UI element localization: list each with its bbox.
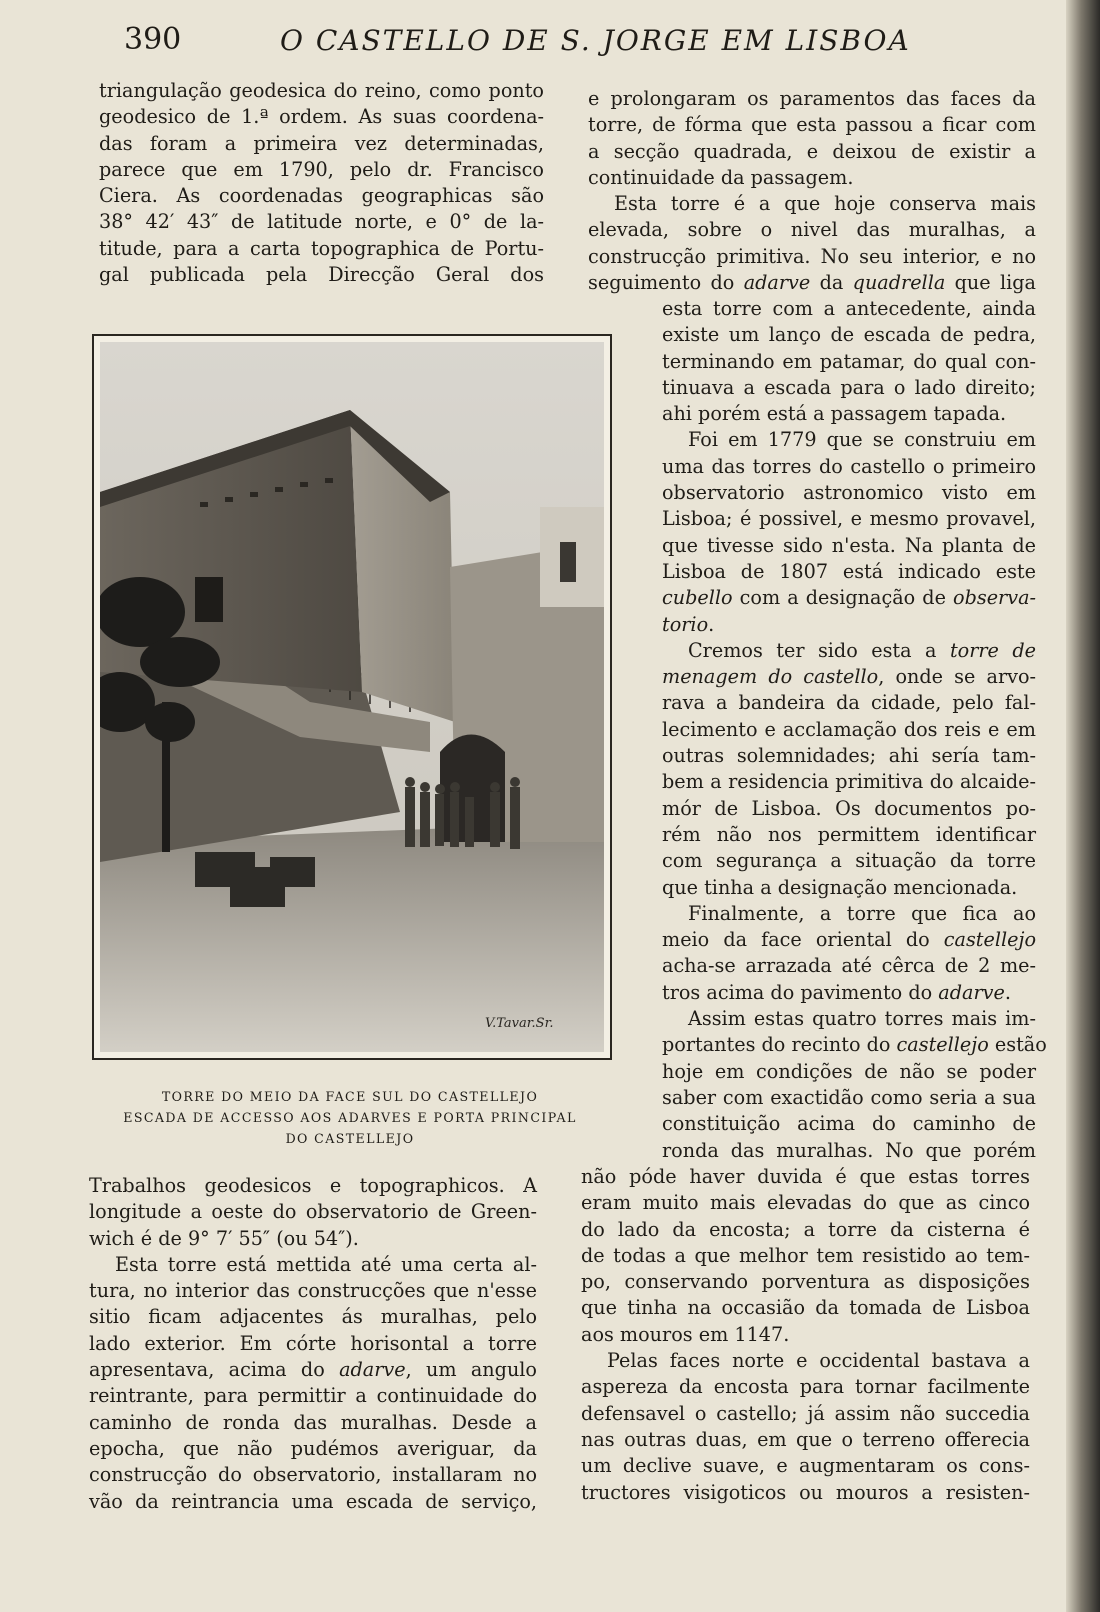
text-line: tinuava a escada para o lado direito;	[662, 375, 1036, 399]
text-line	[662, 638, 1036, 664]
text-line: terminando em patamar, do qual con-	[662, 349, 1036, 373]
right-column-bottom	[581, 1164, 1030, 1506]
text-line	[89, 1357, 537, 1383]
text-line: acha-se arrazada até cêrca de 2 me-	[662, 954, 1036, 978]
text-line: ahi porém está a passagem tapada.	[662, 402, 1007, 426]
text-line: Lisboa; é possivel, e mesmo provavel,	[662, 507, 1036, 531]
text-line	[588, 270, 1036, 296]
running-title: O CASTELLO DE S. JORGE EM LISBOA	[280, 24, 911, 57]
text-fragment: portantes do recinto do	[662, 1033, 897, 1057]
text-line: Lisboa de 1807 está indicado este	[662, 559, 1036, 583]
italic-term: cubello	[662, 586, 733, 610]
figure-caption	[96, 1086, 604, 1149]
italic-term: castellejo	[896, 1033, 989, 1057]
text-line: Ciera. As coordenadas geographicas são	[99, 184, 544, 208]
italic-term: adarve	[938, 980, 1005, 1004]
right-column-narrow	[662, 296, 1047, 1164]
italic-term: adarve	[339, 1358, 406, 1382]
italic-term: quadrella	[852, 271, 946, 295]
text-line	[662, 585, 1036, 611]
text-line	[662, 664, 1036, 690]
text-line: geodesico de 1.ª ordem. As suas coordena-	[99, 105, 544, 129]
text-line: defensavel o castello; já assim não succedia	[581, 1401, 1030, 1425]
text-line: Assim estas quatro torres mais im-	[688, 1007, 1036, 1031]
text-line: torre, de fórma que esta passou a ficar com	[588, 113, 1036, 137]
text-line: aos mouros em 1147.	[581, 1322, 790, 1346]
text-line: nas outras duas, em que o terreno offerecia	[581, 1427, 1030, 1451]
italic-term: torre de	[949, 638, 1036, 662]
italic-term: observa-	[953, 586, 1036, 610]
text-line	[662, 927, 1036, 953]
text-line: titude, para a carta topographica de Portu-	[99, 236, 544, 260]
text-line: Trabalhos geodesicos e topographicos. A	[89, 1174, 537, 1197]
text-line: de todas a que melhor tem resistido ao tem-	[581, 1243, 1030, 1267]
text-line	[662, 1032, 1047, 1058]
italic-term: torio	[662, 612, 709, 636]
text-fragment: apresentava, acima do	[89, 1358, 340, 1382]
text-fragment: , onde se arvo-	[878, 665, 1036, 689]
text-fragment: da	[810, 271, 853, 295]
text-line: continuidade da passagem.	[588, 165, 854, 189]
text-line: Esta torre é a que hoje conserva mais	[614, 192, 1036, 216]
text-line: longitude a oeste do observatorio de Green-	[89, 1200, 537, 1224]
text-line: gal publicada pela Direcção Geral dos	[99, 263, 544, 287]
text-line: ronda das muralhas. No que porém	[662, 1138, 1036, 1162]
text-line: wich é de 9° 7′ 55″ (ou 54″).	[89, 1226, 359, 1250]
text-line: observatorio astronomico visto em	[662, 481, 1036, 505]
text-line: existe um lanço de escada de pedra,	[662, 323, 1036, 347]
text-line: po, conservando porventura as disposições	[581, 1270, 1030, 1294]
text-fragment: estão	[988, 1033, 1047, 1057]
running-header	[124, 20, 1040, 60]
text-line: do lado da encosta; a torre da cisterna é	[581, 1217, 1030, 1241]
text-line: rém não nos permittem identificar	[662, 822, 1036, 846]
text-line: das foram a primeira vez determinadas,	[99, 131, 544, 155]
text-line: Finalmente, a torre que fica ao	[688, 901, 1036, 925]
text-line: 38° 42′ 43″ de latitude norte, e 0° de la-	[99, 210, 544, 234]
text-fragment: seguimento do	[588, 271, 744, 295]
text-line	[662, 612, 1036, 638]
text-line: que tinha na occasião da tomada de Lisboa	[581, 1296, 1030, 1320]
text-line: tura, no interior das construcções que n'esse	[89, 1279, 537, 1303]
text-line: que tinha a designação mencionada.	[662, 875, 1018, 899]
text-fragment: meio da face oriental do	[662, 928, 944, 952]
text-line: Esta torre está mettida até uma certa al-	[115, 1252, 537, 1276]
text-line: uma das torres do castello o primeiro	[662, 454, 1036, 478]
page-number: 390	[124, 22, 182, 57]
text-line: saber com exactidão como seria a sua	[662, 1085, 1036, 1109]
caption-line: DO CASTELLEJO	[285, 1131, 415, 1146]
text-line: mór de Lisboa. Os documentos po-	[662, 796, 1036, 820]
text-line: reintrante, para permittir a continuidade do	[89, 1384, 537, 1408]
text-line: elevada, sobre o nivel das muralhas, a	[588, 218, 1036, 242]
text-line: parece que em 1790, pelo dr. Francisco	[99, 157, 544, 181]
text-line: vão da reintrancia uma escada de serviço,	[89, 1489, 537, 1513]
left-column-top	[99, 78, 544, 288]
text-line: rava a bandeira da cidade, pelo fal-	[662, 691, 1036, 715]
text-line: hoje em condições de não se poder	[662, 1059, 1036, 1083]
text-line: caminho de ronda das muralhas. Desde a	[89, 1410, 537, 1434]
text-line: com segurança a situação da torre	[662, 849, 1036, 873]
italic-term: adarve	[743, 271, 811, 295]
text-fragment: Cremos ter sido esta a	[688, 638, 950, 662]
text-line: um declive suave, e augmentaram os cons-	[581, 1454, 1030, 1478]
text-line: Foi em 1779 que se construiu em	[688, 428, 1036, 452]
text-fragment: , um angulo	[405, 1358, 537, 1382]
caption-line: ESCADA DE ACCESSO AOS ADARVES E PORTA PRINCIPAL	[123, 1110, 577, 1125]
text-fragment: que liga	[945, 271, 1036, 295]
photo-signature: V.Tavar.Sr.	[485, 1016, 554, 1031]
text-fragment: .	[708, 612, 715, 636]
text-line: construcção do observatorio, installaram no	[89, 1463, 537, 1487]
text-line: Pelas faces norte e occidental bastava a	[607, 1349, 1030, 1373]
text-line: lado exterior. Em córte horisontal a torre	[89, 1331, 537, 1355]
right-column-top	[588, 86, 1036, 296]
text-line: outras solemnidades; ahi sería tam-	[662, 744, 1036, 768]
text-fragment: tros acima do pavimento do	[662, 980, 939, 1004]
left-column-bottom	[89, 1173, 537, 1515]
text-line: aspereza da encosta para tornar facilmente	[581, 1375, 1030, 1399]
text-line: não póde haver duvida é que estas torres	[581, 1165, 1030, 1188]
castle-tower-photo	[100, 342, 604, 1052]
text-line: bem a residencia primitiva do alcaide-	[662, 770, 1036, 794]
text-line: tructores visigoticos ou mouros a resisten-	[581, 1480, 1030, 1504]
photo-figure	[92, 334, 612, 1060]
text-line: eram muito mais elevadas do que as cinco	[581, 1191, 1030, 1215]
text-fragment: com a designação de	[732, 586, 954, 610]
italic-term: menagem do castello	[662, 665, 879, 689]
italic-term: castellejo	[943, 928, 1036, 952]
text-line: a secção quadrada, e deixou de existir a	[588, 139, 1036, 163]
text-line: esta torre com a antecedente, ainda	[662, 297, 1036, 320]
text-line: constituição acima do caminho de	[662, 1112, 1036, 1136]
page-edge-shadow	[1066, 0, 1100, 1612]
text-line: triangulação geodesica do reino, como ponto	[99, 79, 544, 102]
caption-line: TORRE DO MEIO DA FACE SUL DO CASTELLEJO	[161, 1089, 539, 1104]
text-line: epocha, que não pudémos averiguar, da	[89, 1436, 537, 1460]
text-line: construcção primitiva. No seu interior, e no	[588, 244, 1036, 268]
text-line: e prolongaram os paramentos das faces da	[588, 87, 1036, 110]
text-line: lecimento e acclamação dos reis e em	[662, 717, 1036, 741]
text-line	[662, 980, 1036, 1006]
text-fragment: .	[1004, 980, 1011, 1004]
text-line: que tivesse sido n'esta. Na planta de	[662, 533, 1036, 557]
text-line: sitio ficam adjacentes ás muralhas, pelo	[89, 1305, 537, 1329]
